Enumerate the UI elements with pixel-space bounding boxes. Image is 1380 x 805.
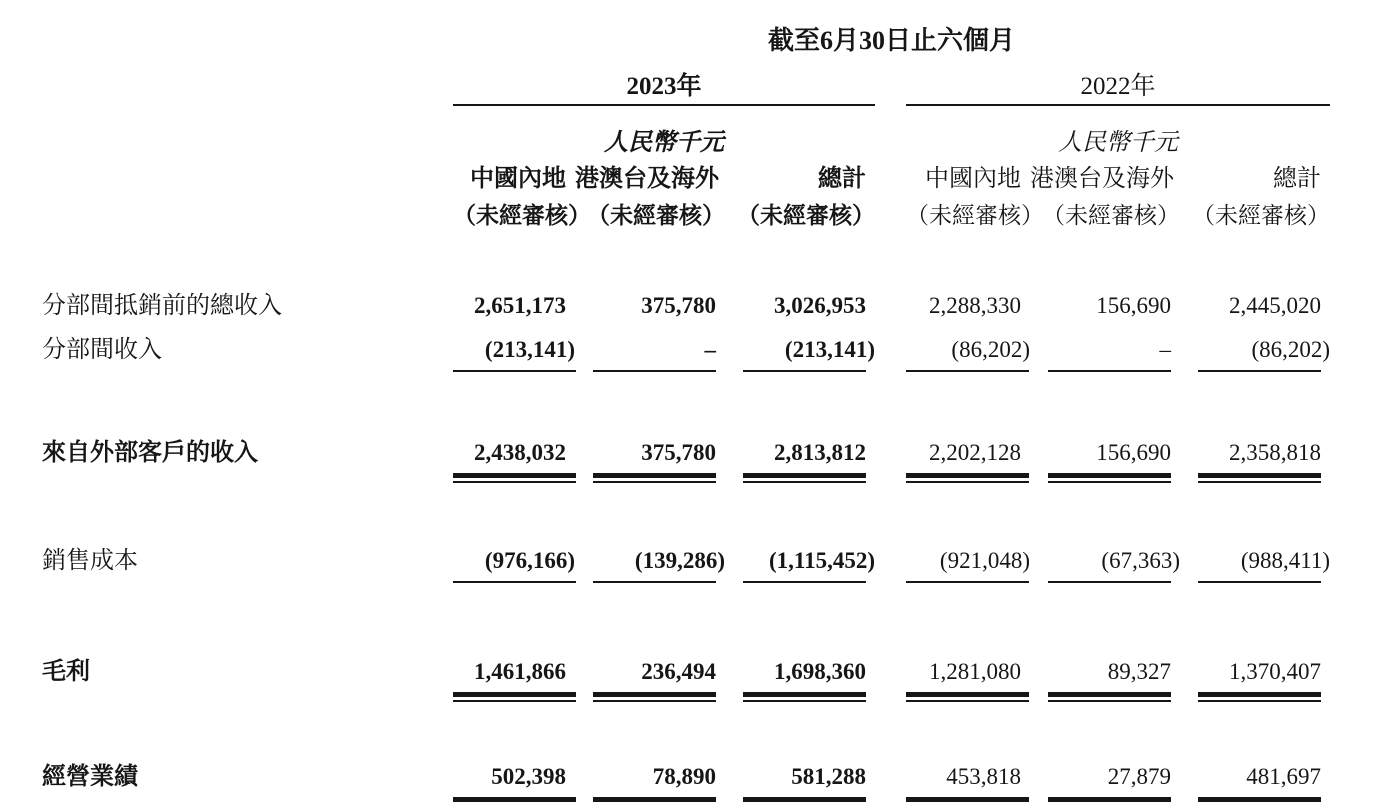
value-cell: (213,141) [784, 337, 875, 362]
unaudited-note-row [42, 194, 1330, 291]
value-cell: 2,813,812 [774, 440, 866, 465]
row-label: 分部間收入 [42, 337, 162, 363]
value-cell: 2,288,330 [929, 293, 1021, 318]
value-cell: 1,281,080 [929, 659, 1021, 684]
value-cell: (988,411) [1240, 548, 1331, 573]
unaudited-note: （未經審核） [906, 203, 1044, 228]
col-header-2022-mainland: 中國內地 [925, 166, 1021, 192]
value-cell: 375,780 [641, 440, 716, 465]
col-header-2023-mainland: 中國內地 [470, 166, 566, 192]
row-label: 經營業績 [42, 764, 138, 790]
table-row [42, 388, 1330, 468]
double-rule [1048, 692, 1171, 702]
double-rule [453, 797, 576, 805]
value-cell: 27,879 [1107, 764, 1171, 789]
value-cell: (86,202) [1251, 337, 1331, 362]
value-cell: 453,818 [946, 764, 1021, 789]
value-cell: 2,445,020 [1229, 293, 1322, 318]
single-rule [593, 370, 716, 372]
table-row [42, 599, 1330, 687]
double-rule [1198, 692, 1321, 702]
value-cell: (139,286) [634, 548, 725, 573]
double-rule [593, 692, 716, 702]
unaudited-note: （未經審核） [1192, 203, 1331, 228]
double-rule [453, 692, 576, 702]
single-rule-row [42, 576, 1330, 599]
table-row [42, 710, 1330, 792]
unaudited-note: （未經審核） [737, 203, 875, 228]
value-cell: 2,358,818 [1229, 440, 1322, 465]
double-rule [743, 473, 866, 483]
double-rule [906, 797, 1029, 805]
value-cell: (921,048) [939, 548, 1030, 573]
double-rule [1048, 473, 1171, 483]
value-cell: (67,363) [1101, 548, 1180, 573]
value-cell: 2,202,128 [929, 440, 1021, 465]
value-cell: 581,288 [791, 764, 866, 789]
unaudited-note: （未經審核） [453, 203, 591, 228]
value-cell: 1,461,866 [474, 659, 566, 684]
single-rule [453, 370, 576, 372]
double-rule [906, 473, 1029, 483]
col-header-2022-hmt-overseas: 港澳台及海外 [1030, 166, 1174, 192]
single-rule [906, 370, 1029, 372]
double-rule [906, 692, 1029, 702]
value-cell: 502,398 [491, 764, 566, 789]
row-label: 銷售成本 [42, 548, 138, 574]
double-rule [743, 797, 866, 805]
period-title: 截至6月30日止六個月 [768, 26, 1016, 55]
single-rule-row [42, 365, 1330, 388]
unaudited-note: （未經審核） [587, 203, 725, 228]
value-cell: (1,115,452) [768, 548, 875, 573]
double-rule [743, 692, 866, 702]
currency-unit-2022: 人民幣千元 [1058, 130, 1179, 156]
single-rule [743, 370, 866, 372]
double-rule-row [42, 687, 1330, 710]
segment-results-table [42, 24, 1330, 805]
double-rule [1198, 797, 1321, 805]
value-cell: (86,202) [951, 337, 1030, 362]
double-rule-row [42, 468, 1330, 491]
value-cell: – [704, 337, 716, 362]
value-cell: (976,166) [484, 548, 575, 573]
value-cell: 156,690 [1096, 440, 1171, 465]
row-label: 毛利 [42, 659, 90, 685]
double-rule [1198, 473, 1321, 483]
double-rule [453, 473, 576, 483]
value-cell: 156,690 [1096, 293, 1171, 318]
row-label: 來自外部客戶的收入 [42, 440, 258, 466]
group-gap [875, 72, 906, 105]
single-rule [1048, 370, 1171, 372]
unaudited-note: （未經審核） [1042, 203, 1180, 228]
value-cell: – [1159, 337, 1171, 362]
col-header-2022-total: 總計 [1273, 166, 1322, 192]
value-cell: 89,327 [1107, 659, 1171, 684]
single-rule [743, 581, 866, 583]
year-header-row [42, 72, 1330, 105]
double-rule-row [42, 792, 1330, 805]
double-rule [1048, 797, 1171, 805]
year-header-2023: 2023年 [453, 72, 875, 105]
value-cell: 3,026,953 [774, 293, 866, 318]
double-rule [593, 797, 716, 805]
single-rule [906, 581, 1029, 583]
single-rule [1048, 581, 1171, 583]
year-header-2022: 2022年 [906, 72, 1330, 105]
single-rule [1198, 581, 1321, 583]
currency-unit-2023: 人民幣千元 [604, 130, 724, 156]
value-cell: 375,780 [641, 293, 716, 318]
value-cell: 481,697 [1246, 764, 1322, 789]
single-rule [593, 581, 716, 583]
table-row [42, 491, 1330, 576]
currency-unit-row [42, 105, 1330, 158]
single-rule [1198, 370, 1321, 372]
value-cell: 236,494 [641, 659, 716, 684]
table-row [42, 291, 1330, 321]
value-cell: 2,651,173 [474, 293, 566, 318]
value-cell: 2,438,032 [474, 440, 566, 465]
value-cell: 1,370,407 [1229, 659, 1322, 684]
table-row [42, 321, 1330, 365]
region-header-row [42, 158, 1330, 194]
value-cell: (213,141) [484, 337, 575, 362]
col-header-2023-hmt-overseas: 港澳台及海外 [575, 166, 719, 192]
row-label: 分部間抵銷前的總收入 [42, 293, 282, 319]
double-rule [593, 473, 716, 483]
value-cell: 1,698,360 [774, 659, 866, 684]
single-rule [453, 581, 576, 583]
period-title-row [42, 24, 1330, 72]
col-header-2023-total: 總計 [818, 166, 866, 192]
value-cell: 78,890 [652, 764, 716, 789]
